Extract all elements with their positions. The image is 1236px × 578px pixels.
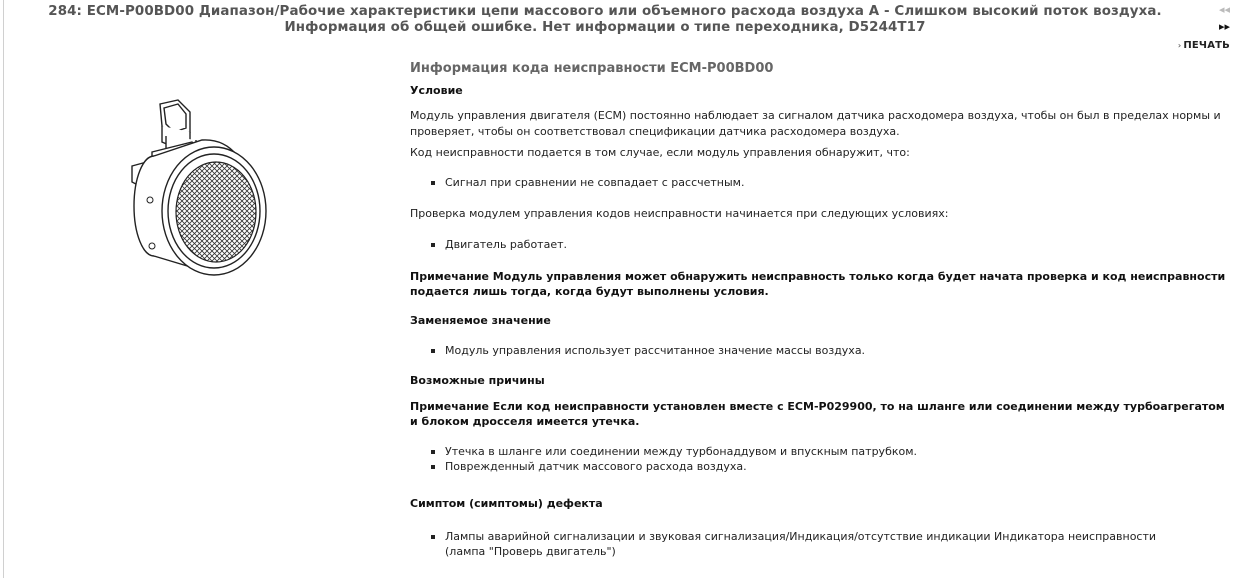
dtc-info-content xyxy=(410,61,1232,560)
list-item: Двигатель работает. xyxy=(410,237,1232,252)
section-heading: Информация кода неисправности ECM-P00BD00 xyxy=(410,61,774,76)
page-title-line-2: Информация об общей ошибке. Нет информации о типе переходника, D5244T17 xyxy=(284,20,926,35)
next-page-icon[interactable]: ▸▸ xyxy=(1218,20,1230,33)
causes-heading: Возможные причины xyxy=(410,374,545,388)
list-item: Поврежденный датчик массового расхода воздуха. xyxy=(410,459,1232,474)
condition-paragraph-2: Код неисправности подается в том случае, если модуль управления обнаружит, что: xyxy=(410,146,910,160)
causes-list xyxy=(410,444,1232,475)
prev-page-icon[interactable]: ◂◂ xyxy=(1218,3,1230,16)
chevron-right-icon: › xyxy=(1177,41,1182,50)
print-button[interactable] xyxy=(1178,40,1230,51)
list-item: Модуль управления использует рассчитанное значение массы воздуха. xyxy=(410,343,1232,358)
condition-heading: Условие xyxy=(410,84,463,97)
list-item: Лампы аварийной сигнализации и звуковая сигнализация/Индикация/отсутствие индикации Индикатора неисправности (лампа "Проверь двигатель") xyxy=(410,529,1190,560)
list-item: Сигнал при сравнении не совпадает с рассчетным. xyxy=(410,175,1232,190)
condition-list xyxy=(410,175,1232,190)
symptoms-heading: Симптом (симптомы) дефекта xyxy=(410,496,603,510)
page-title-line-1: 284: ECM-P00BD00 Диапазон/Рабочие характеристики цепи массового или объемного расхода воздуха А - Слишком высокий поток воздуха. xyxy=(48,4,1162,19)
print-label: ПЕЧАТЬ xyxy=(1183,40,1230,51)
page-title xyxy=(30,4,1180,36)
list-item: Утечка в шланге или соединении между турбонаддувом и впускным патрубком. xyxy=(410,444,1232,459)
note-1: Примечание Модуль управления может обнаружить неисправность только когда будет начата проверка и код неисправности подается лишь тогда, когда будут выполнены условия. xyxy=(410,269,1226,299)
left-frame-border xyxy=(3,0,4,578)
sensor-mesh-grid xyxy=(176,162,256,262)
check-paragraph: Проверка модулем управления кодов неисправности начинается при следующих условиях: xyxy=(410,207,949,221)
condition-paragraph-1: Модуль управления двигателя (ECM) постоянно наблюдает за сигналом датчика расходомера воздуха, чтобы он был в пределах нормы и проверяет, чтобы он соответствовал спецификации датчика расходомера воздуха. xyxy=(410,109,1221,138)
check-list xyxy=(410,237,1232,252)
substitute-heading: Заменяемое значение xyxy=(410,313,551,327)
mass-air-flow-sensor-illustration xyxy=(92,96,272,286)
symptoms-list xyxy=(410,529,1190,560)
mount-hole xyxy=(147,197,153,203)
mount-hole xyxy=(149,243,155,249)
substitute-list xyxy=(410,343,1232,358)
note-2: Примечание Если код неисправности установлен вместе с ECM-P029900, то на шланге или соединении между турбоагрегатом и блоком дросселя имеется утечка. xyxy=(410,399,1225,429)
